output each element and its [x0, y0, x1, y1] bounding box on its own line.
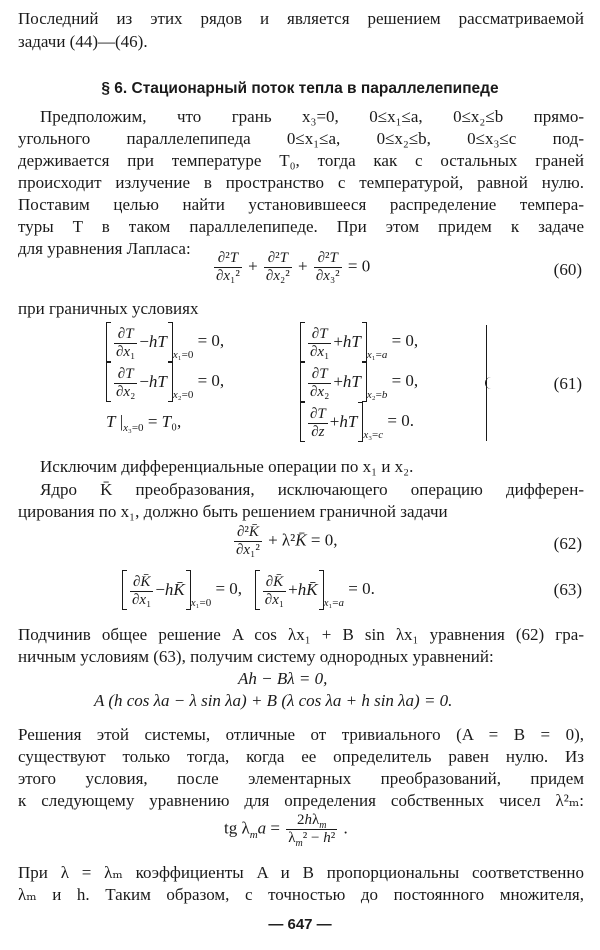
- equation-number: (62): [553, 534, 582, 553]
- text-line: Исключим дифференциальные операции по x₁ и x₂.: [40, 457, 414, 476]
- equation-60: $\frac{\text{∂²T}}{\text{∂x₁²}}$ + $\frac{\text{∂²T}}{\text{∂x₂²}}$ + $\frac{\text{∂²T}}{\text{∂x₃²}}$ = 0: [216, 250, 371, 284]
- equation-number: (61): [553, 374, 582, 393]
- system-eq-1: Ah − Bλ = 0,: [238, 669, 328, 688]
- equation-61-row1: $\frac{\partial T}{\text{∂x₁}}$ $-hT_{x_1=0} = 0$,: [106, 322, 224, 362]
- equation-number: (60): [553, 260, 582, 279]
- text-line: задачи (44)—(46).: [18, 32, 148, 51]
- text-line: Поставим целью найти установившееся распределение темпера-: [18, 195, 584, 214]
- equation-63: $\frac{\partial K̄}{\text{∂x₁}}$ $-hK̄_{x_1=0} = 0$, $\frac{\partial K̄}{\text{∂x₁}}$ $+hK̄_{x_1=a} = 0$.: [122, 570, 375, 610]
- text-line: происходит излучение в пространство с температурой, равной нулю.: [18, 173, 584, 192]
- text-line: цирования по x₁, должно быть решением граничной задачи: [18, 502, 448, 521]
- system-eq-2: A (h cos λa − λ sin λa) + B (λ cos λa + h sin λa) = 0.: [94, 691, 453, 710]
- equation-61-row3b: $\frac{\partial T}{\partial z}$ $+hT_{x_3=c} = 0$.: [300, 402, 414, 442]
- equation-62: $\frac{\text{∂²K̄}}{\text{∂x₁²}}$ + λ²K̄ = 0,: [236, 524, 338, 558]
- system-brace: [476, 325, 487, 441]
- text-line: для уравнения Лапласа:: [18, 239, 191, 258]
- text-line: этого условия, после элементарных преобразований, придем: [18, 769, 584, 788]
- text-line: Последний из этих рядов и является решением рассматриваемой: [18, 9, 584, 28]
- text-line: угольного параллелепипеда 0≤x₁≤a, 0≤x₂≤b, 0≤x₃≤c под-: [18, 129, 584, 148]
- tg-equation: tg $\lambda_ma$ = $\frac{2h\lambda_m}{\lambda_m^2 - h^2}$ .: [224, 812, 348, 849]
- text-line: Предположим, что грань x₃=0, 0≤x₁≤a, 0≤x₂≤b прямо-: [40, 107, 584, 126]
- text-line: Решения этой системы, отличные от тривиального (A = B = 0),: [18, 725, 584, 744]
- text-line: держивается при температуре T₀, тогда как с остальных граней: [18, 151, 584, 170]
- equation-number: (63): [553, 580, 582, 599]
- text-line: При λ = λₘ коэффициенты A и B пропорциональны соответственно: [18, 863, 584, 882]
- text-line: при граничных условиях: [18, 299, 199, 318]
- text-line: существуют только тогда, когда ее определитель равен нулю. Из: [18, 747, 584, 766]
- text-line: ничным условиям (63), получим систему однородных уравнений:: [18, 647, 494, 666]
- equation-61-row2: $\frac{\partial T}{\text{∂x₂}}$ $-hT_{x_2=0} = 0$,: [106, 362, 224, 402]
- text-line: туры T в таком параллелепипеде. При этом придем к задаче: [18, 217, 584, 236]
- section-heading: § 6. Стационарный поток тепла в параллелепипеде: [101, 80, 499, 97]
- equation-61-row2b: $\frac{\partial T}{\text{∂x₂}}$ $+hT_{x_2=b} = 0$,: [300, 362, 418, 402]
- text-line: к следующему уравнению для определения собственных чисел λ²ₘ:: [18, 791, 584, 810]
- text-line: Ядро K̄ преобразования, исключающего операцию дифферен-: [40, 480, 584, 499]
- text-line: λₘ и h. Таким образом, с точностью до постоянного множителя,: [18, 885, 584, 904]
- equation-61-row3: T $|_{x_3=0} = T_0$,: [106, 412, 182, 434]
- text-line: Подчинив общее решение A cos λx₁ + B sin λx₁ уравнения (62) гра-: [18, 625, 584, 644]
- equation-61-row1b: $\frac{\partial T}{\text{∂x₁}}$ $+hT_{x_1=a} = 0$,: [300, 322, 418, 362]
- page-number: — 647 —: [268, 916, 332, 933]
